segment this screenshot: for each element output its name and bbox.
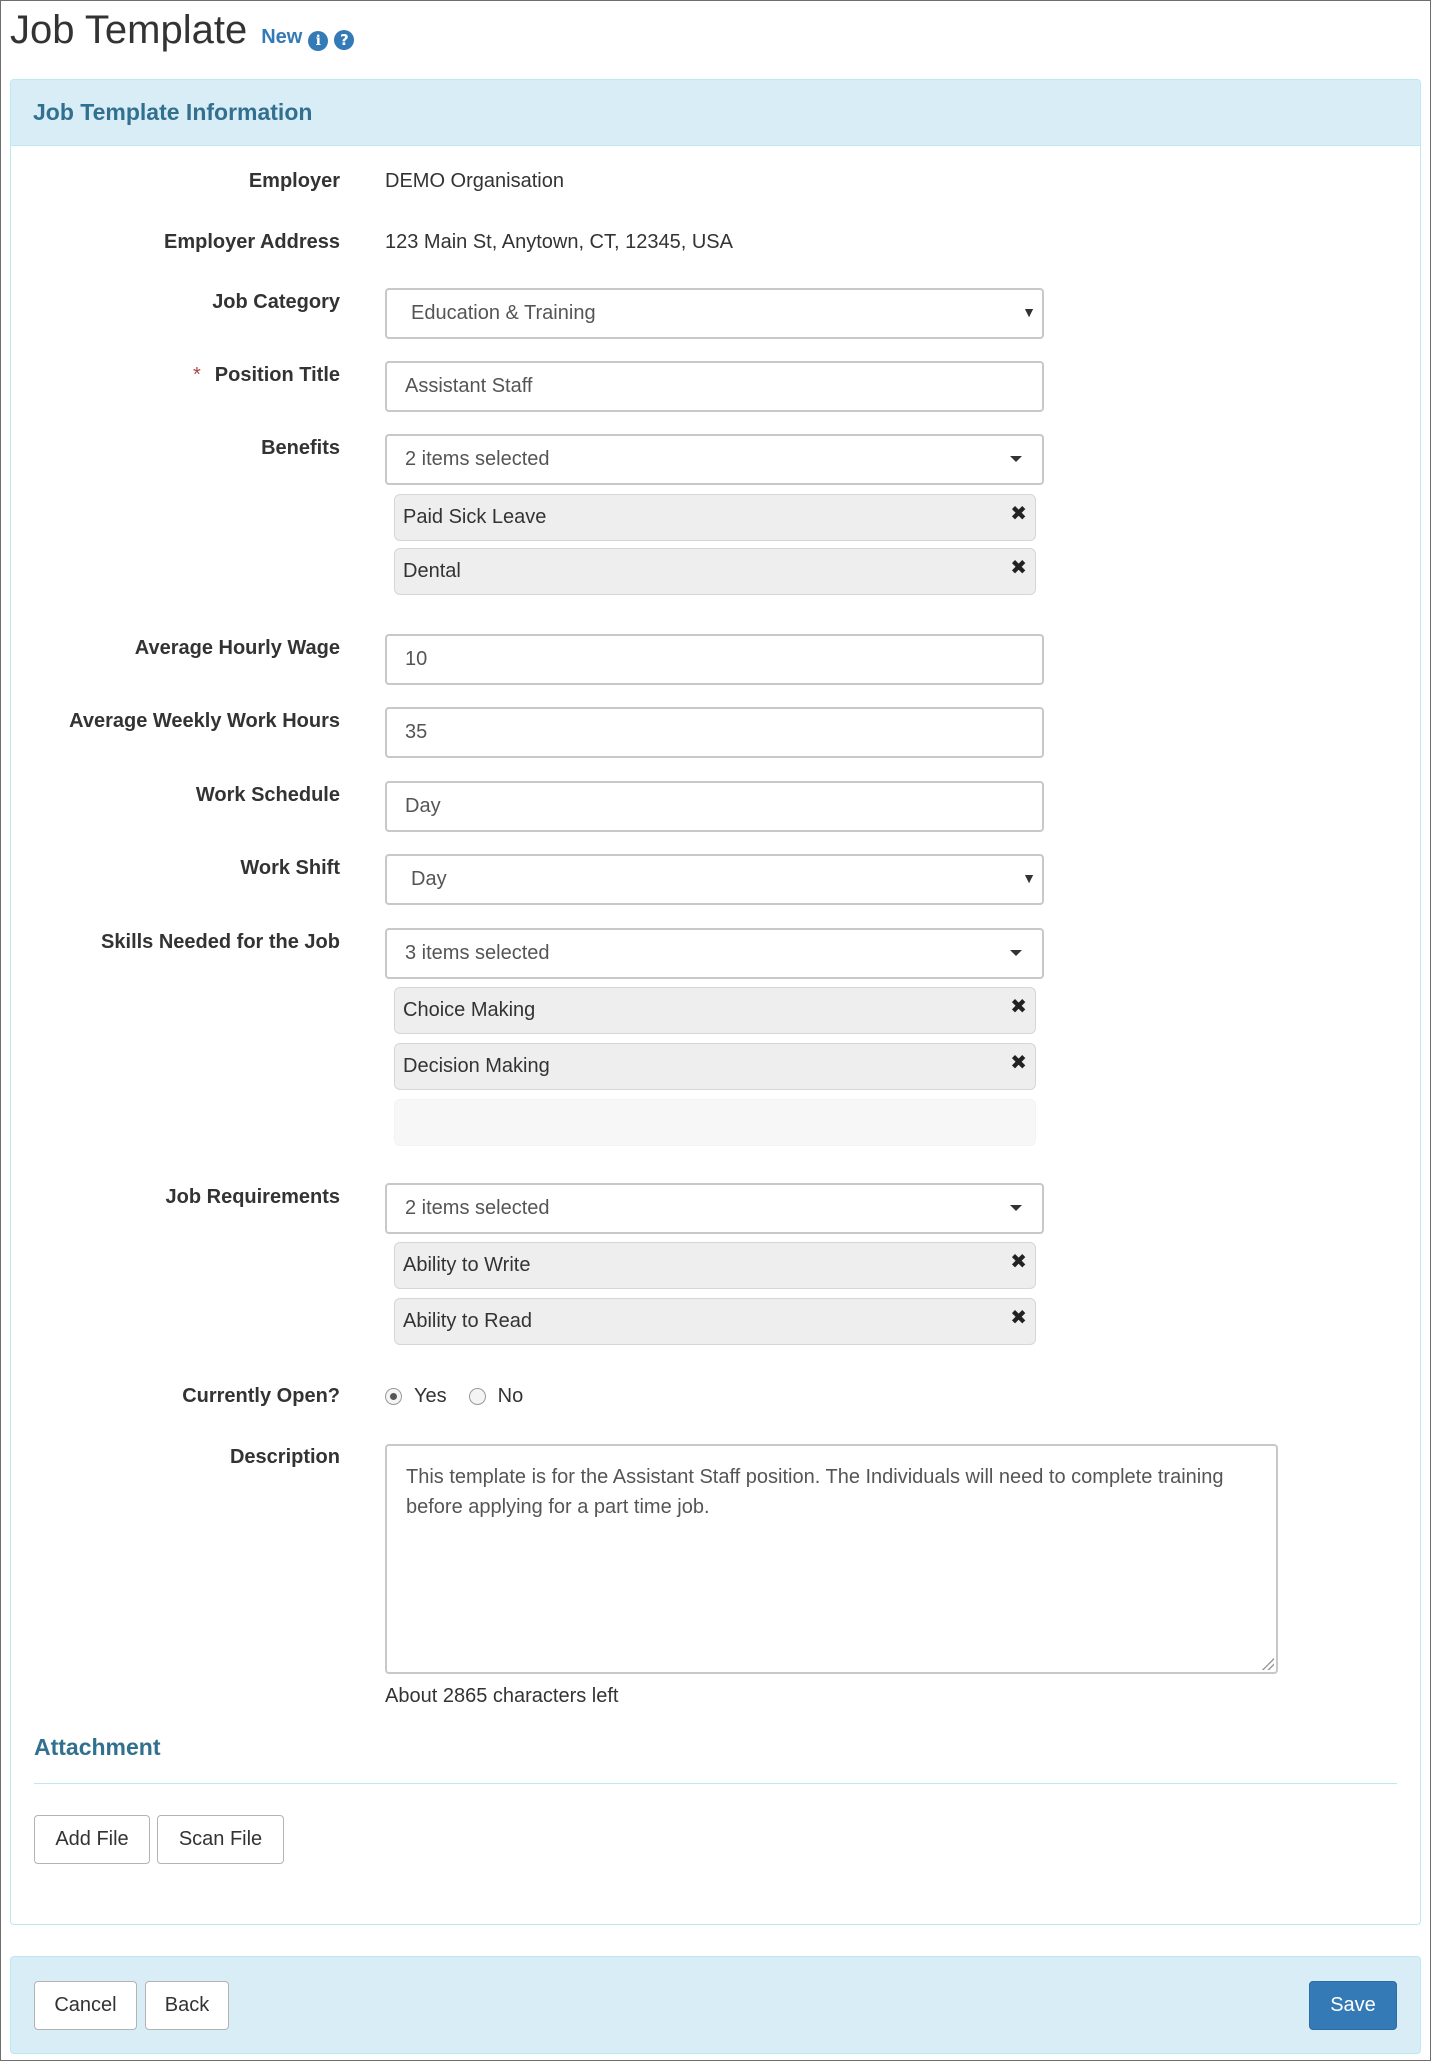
remove-chip-icon[interactable]: ✖ xyxy=(1010,1307,1027,1329)
avg-weekly-hours-label: Average Weekly Work Hours xyxy=(69,710,340,732)
avg-hourly-wage-label: Average Hourly Wage xyxy=(134,637,340,659)
cancel-button[interactable]: Cancel xyxy=(34,1981,137,2030)
skill-chip-placeholder xyxy=(394,1099,1036,1146)
job-requirements-multiselect[interactable]: 2 items selected xyxy=(385,1183,1044,1234)
job-category-label: Job Category xyxy=(212,291,340,313)
radio-yes-label: Yes xyxy=(414,1385,447,1407)
work-shift-label: Work Shift xyxy=(240,857,340,879)
employer-value: DEMO Organisation xyxy=(385,170,564,192)
employer-address-label: Employer Address xyxy=(164,231,340,253)
remove-chip-icon[interactable]: ✖ xyxy=(1010,996,1027,1018)
description-label: Description xyxy=(229,1446,340,1468)
benefit-chip: Paid Sick Leave ✖ xyxy=(394,494,1036,541)
back-button[interactable]: Back xyxy=(145,1981,229,2030)
work-shift-select[interactable]: Day ▼ xyxy=(385,854,1044,905)
position-title-value: Assistant Staff xyxy=(405,375,533,397)
page-header xyxy=(10,8,354,53)
requirement-chip: Ability to Read ✖ xyxy=(394,1298,1036,1345)
benefits-label: Benefits xyxy=(261,437,340,459)
remove-chip-icon[interactable]: ✖ xyxy=(1010,1251,1027,1273)
radio-no-label: No xyxy=(497,1385,524,1407)
radio-yes[interactable] xyxy=(385,1388,402,1405)
characters-left: About 2865 characters left xyxy=(385,1685,619,1707)
description-textarea[interactable]: This template is for the Assistant Staff position. The Individuals will need to complete training before applying for a part time job. xyxy=(385,1444,1278,1674)
save-button[interactable]: Save xyxy=(1309,1981,1397,2030)
skills-label: Skills Needed for the Job xyxy=(101,931,340,953)
skill-chip: Choice Making ✖ xyxy=(394,987,1036,1034)
requirement-chip: Ability to Write ✖ xyxy=(394,1242,1036,1289)
caret-down-icon xyxy=(1010,456,1022,462)
benefits-summary: 2 items selected xyxy=(405,448,550,470)
scan-file-button[interactable]: Scan File xyxy=(157,1815,284,1864)
remove-chip-icon[interactable]: ✖ xyxy=(1010,1052,1027,1074)
caret-down-icon xyxy=(1010,1205,1022,1211)
radio-no[interactable] xyxy=(469,1388,486,1405)
panel-heading: Job Template Information xyxy=(11,80,1420,146)
employer-label: Employer xyxy=(248,170,340,192)
job-category-value: Education & Training xyxy=(411,302,596,324)
resize-grip-icon[interactable] xyxy=(1262,1658,1274,1670)
caret-down-icon xyxy=(1010,950,1022,956)
attachment-title: Attachment xyxy=(34,1734,161,1760)
position-title-label: * Position Title xyxy=(193,364,340,386)
required-asterisk: * xyxy=(193,364,201,386)
remove-chip-icon[interactable]: ✖ xyxy=(1010,557,1027,579)
currently-open-label: Currently Open? xyxy=(182,1385,340,1407)
remove-chip-icon[interactable]: ✖ xyxy=(1010,503,1027,525)
attachment-divider xyxy=(34,1783,1397,1784)
dropdown-arrow-icon: ▼ xyxy=(1022,304,1036,320)
work-schedule-label: Work Schedule xyxy=(195,784,340,806)
position-title-input[interactable] xyxy=(385,361,1044,412)
avg-hourly-wage-input[interactable]: 10 xyxy=(385,634,1044,685)
work-schedule-input[interactable]: Day xyxy=(385,781,1044,832)
skills-multiselect[interactable]: 3 items selected xyxy=(385,928,1044,979)
benefit-chip: Dental ✖ xyxy=(394,548,1036,595)
skill-chip: Decision Making ✖ xyxy=(394,1043,1036,1090)
benefits-multiselect[interactable] xyxy=(385,434,1044,485)
page-title: Job Template xyxy=(10,8,248,52)
add-file-button[interactable]: Add File xyxy=(34,1815,150,1864)
avg-weekly-hours-input[interactable]: 35 xyxy=(385,707,1044,758)
info-circle-icon[interactable]: i xyxy=(308,31,328,51)
question-circle-icon[interactable]: ? xyxy=(334,30,354,50)
dropdown-arrow-icon: ▼ xyxy=(1022,870,1036,886)
job-requirements-label: Job Requirements xyxy=(165,1186,340,1208)
job-category-select[interactable] xyxy=(385,288,1044,339)
currently-open-radio-group xyxy=(385,1385,523,1408)
status-label: New xyxy=(261,26,303,48)
employer-address-value: 123 Main St, Anytown, CT, 12345, USA xyxy=(385,231,733,253)
